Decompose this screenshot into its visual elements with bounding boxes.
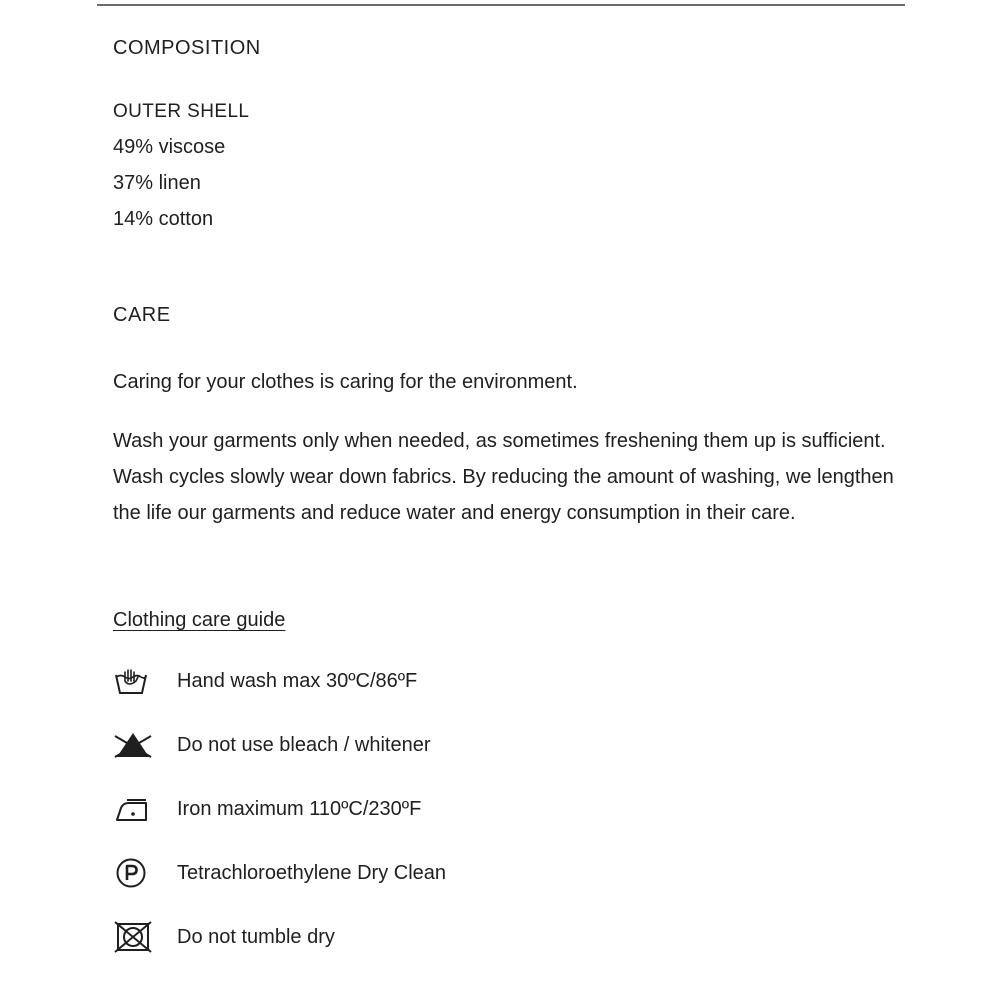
dry-clean-p-icon (113, 856, 153, 890)
hand-wash-icon (113, 664, 153, 698)
material-line: 37% linen (113, 172, 201, 194)
no-bleach-icon (113, 728, 153, 762)
no-tumble-dry-icon (113, 920, 153, 954)
care-intro-text: Caring for your clothes is caring for the environment. (113, 371, 578, 393)
material-line: 14% cotton (113, 208, 214, 230)
care-paragraph: Wash your garments only when needed, as sometimes freshening them up is sufficient. Wash cycles slowly wear down fabrics. By reducing the amount of washing, we lengthen the life our garments and reduce water and energy consumption in their care. (113, 430, 894, 524)
care-instruction-label: Iron maximum 110ºC/230ºF (177, 798, 422, 820)
care-instruction-dry-clean (113, 856, 446, 890)
care-instruction-label: Do not tumble dry (177, 926, 335, 948)
outer-shell-title: OUTER SHELL (113, 101, 250, 122)
iron-icon (113, 792, 153, 826)
care-heading: CARE (113, 304, 171, 326)
care-instruction-iron (113, 792, 421, 826)
care-instruction-hand-wash (113, 664, 417, 698)
composition-heading: COMPOSITION (113, 37, 261, 59)
care-instruction-label: Hand wash max 30ºC/86ºF (177, 670, 418, 692)
care-instruction-label: Do not use bleach / whitener (177, 734, 431, 756)
care-instruction-no-bleach (113, 728, 431, 762)
clothing-care-guide-link[interactable]: Clothing care guide (113, 609, 286, 631)
care-instruction-no-tumble-dry (113, 920, 335, 954)
top-divider (97, 4, 905, 6)
material-line: 49% viscose (113, 136, 226, 158)
care-instruction-label: Tetrachloroethylene Dry Clean (177, 862, 447, 884)
